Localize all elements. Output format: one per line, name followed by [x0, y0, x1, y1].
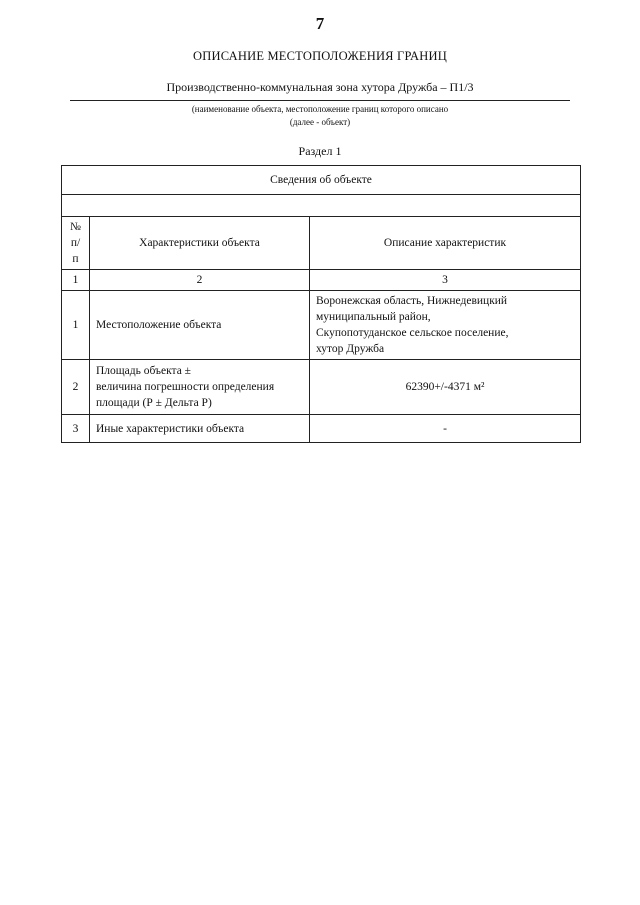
table-empty-row: [62, 195, 581, 217]
row-number: 3: [62, 415, 90, 443]
row-description: -: [310, 415, 581, 443]
section-title: Раздел 1: [298, 144, 342, 158]
row-number: 1: [62, 291, 90, 360]
table-row: [62, 360, 581, 415]
row-characteristic: Площадь объекта ± величина погрешности определения площади (Р ± Дельта Р): [90, 360, 310, 415]
column-index: 3: [310, 270, 581, 291]
column-index: 1: [62, 270, 90, 291]
column-index: 2: [90, 270, 310, 291]
table-empty-cell: [62, 195, 581, 217]
table-column-headers: [62, 217, 581, 270]
object-info-table: [61, 165, 581, 443]
table-column-index-row: [62, 270, 581, 291]
table-heading: Сведения об объекте: [62, 166, 581, 195]
row-description: 62390+/-4371 м²: [310, 360, 581, 415]
document-title: ОПИСАНИЕ МЕСТОПОЛОЖЕНИЯ ГРАНИЦ: [193, 49, 447, 63]
table-row: [62, 415, 581, 443]
column-header-description: Описание характеристик: [310, 217, 581, 270]
row-description: Воронежская область, Нижнедевицкий муниципальный район, Скупопотуданское сельское поселение, хутор Дружба: [310, 291, 581, 360]
object-name-underline: [70, 100, 570, 101]
table-row: [62, 291, 581, 360]
column-header-characteristics: Характеристики объекта: [90, 217, 310, 270]
table-heading-row: [62, 166, 581, 195]
row-number: 2: [62, 360, 90, 415]
column-header-num: № п/п: [62, 217, 90, 270]
object-name-caption: (наименование объекта, местоположение границ которого описано (далее - объект): [191, 104, 449, 127]
row-characteristic: Иные характеристики объекта: [90, 415, 310, 443]
row-characteristic: Местоположение объекта: [90, 291, 310, 360]
page-number: 7: [315, 14, 325, 33]
object-name: Производственно-коммунальная зона хутора Дружба – П1/3: [166, 80, 474, 94]
